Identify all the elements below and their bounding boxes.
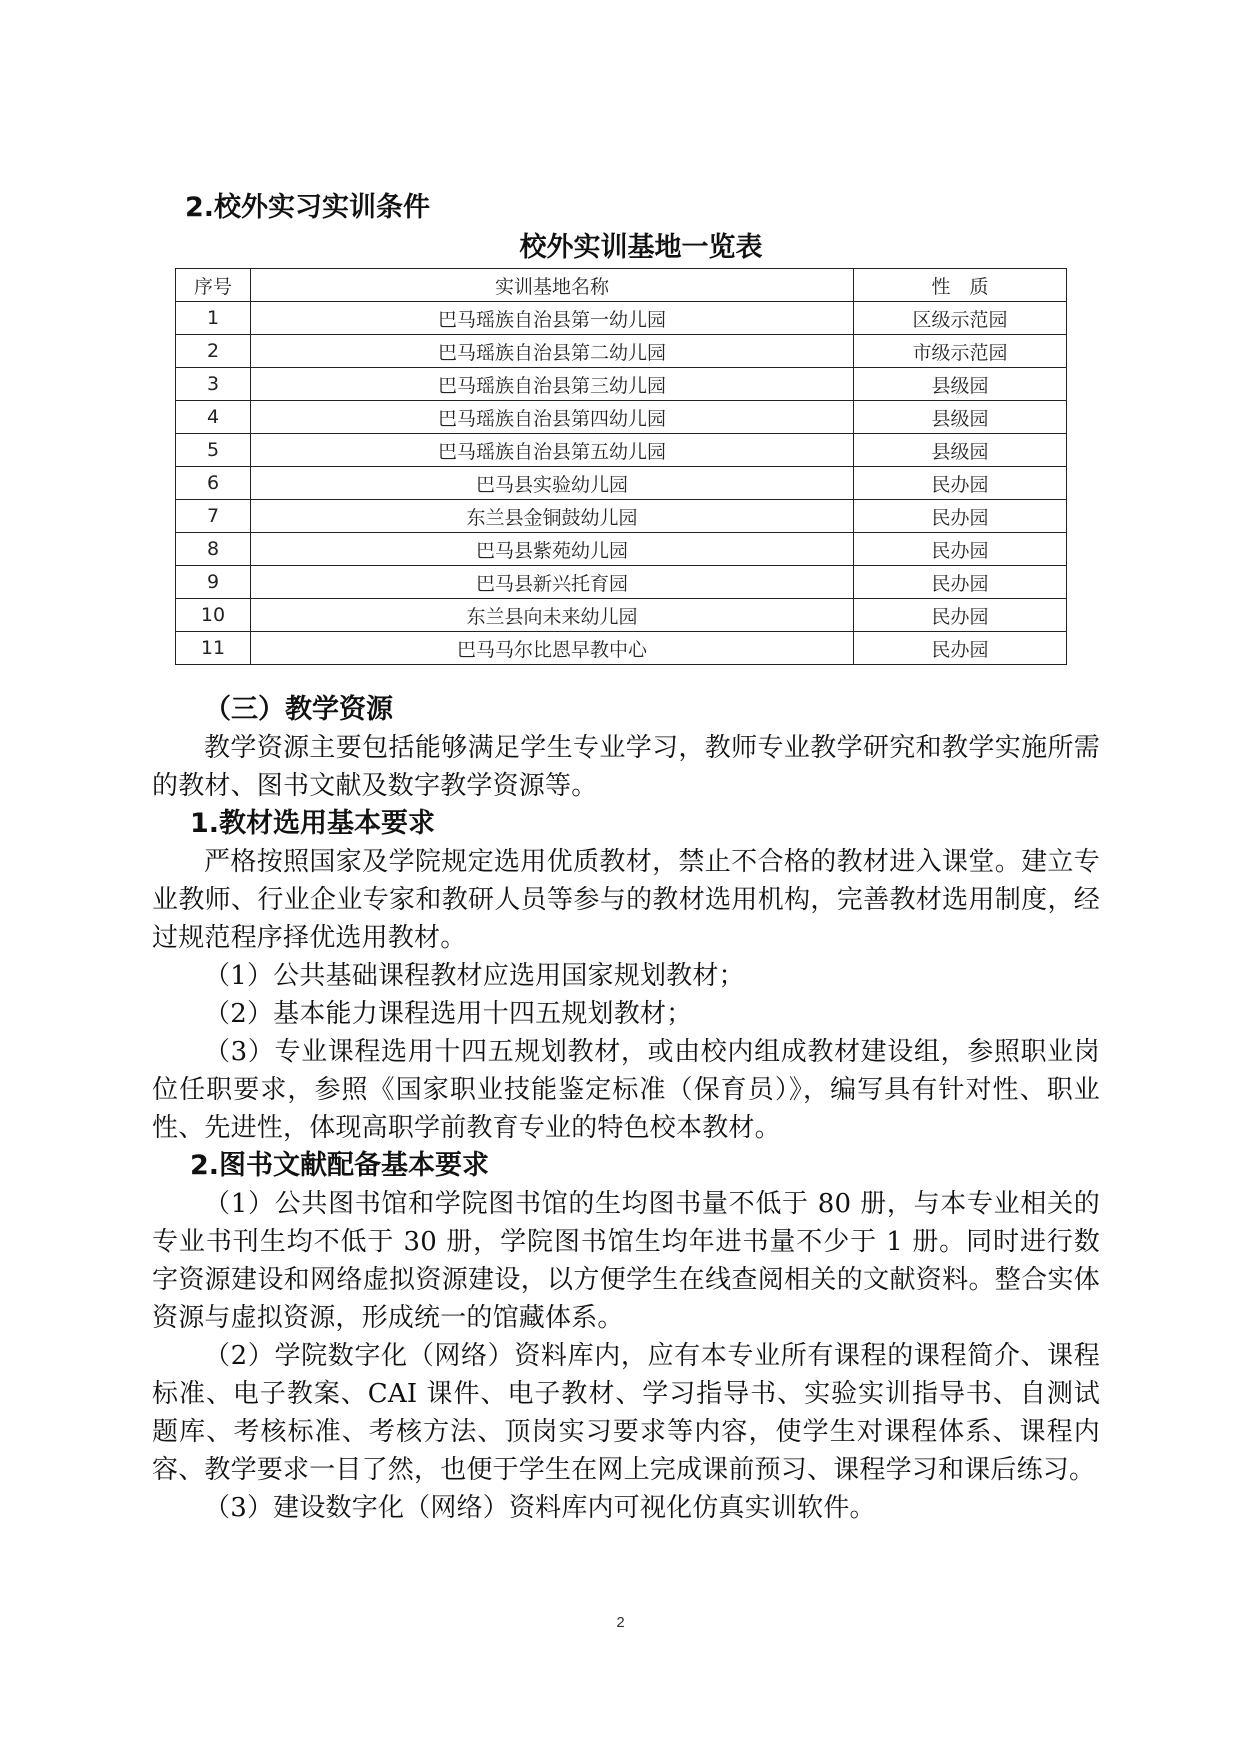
table-row [176, 566, 1067, 599]
teaching-resources-intro: 教学资源主要包括能够满足学生专业学习，教师专业教学研究和教学实施所需的教材、图书文献及数字教学资源等。 [152, 733, 1100, 801]
cell-no: 10 [176, 599, 251, 632]
section-heading: 2.校外实习实训条件 [185, 192, 431, 223]
header-name: 实训基地名称 [251, 269, 854, 302]
cell-no: 9 [176, 566, 251, 599]
header-no: 序号 [176, 269, 251, 302]
cell-no: 1 [176, 302, 251, 335]
table-row [176, 434, 1067, 467]
textbook-heading: 1.教材选用基本要求 [190, 808, 436, 839]
table-title: 校外实训基地一览表 [519, 232, 763, 263]
library-item: （3）建设数字化（网络）资料库内可视化仿真实训软件。 [204, 1493, 876, 1523]
table-row [176, 632, 1067, 665]
cell-type: 民办园 [854, 566, 1067, 599]
textbook-paragraph: 严格按照国家及学院规定选用优质教材，禁止不合格的教材进入课堂。建立专业教师、行业企业专家和教研人员等参与的教材选用机构，完善教材选用制度，经过规范程序择优选用教材。 [152, 847, 1100, 953]
cell-no: 2 [176, 335, 251, 368]
table-row [176, 533, 1067, 566]
textbook-item: （3）专业课程选用十四五规划教材，或由校内组成教材建设组，参照职业岗位任职要求，参照《国家职业技能鉴定标准（保育员）》，编写具有针对性、职业性、先进性，体现高职学前教育专业的特色校本教材。 [152, 1037, 1100, 1143]
cell-name: 巴马县新兴托育园 [251, 566, 854, 599]
cell-name: 巴马瑶族自治县第一幼儿园 [251, 302, 854, 335]
textbook-item: （2）基本能力课程选用十四五规划教材； [204, 999, 693, 1029]
cell-type: 县级园 [854, 368, 1067, 401]
cell-name: 巴马瑶族自治县第二幼儿园 [251, 335, 854, 368]
page-number: 2 [616, 1614, 625, 1631]
table-row [176, 599, 1067, 632]
spacer [152, 665, 1100, 691]
table-row [176, 467, 1067, 500]
cell-name: 巴马瑶族自治县第四幼儿园 [251, 401, 854, 434]
header-type: 性 质 [854, 269, 1067, 302]
cell-no: 7 [176, 500, 251, 533]
cell-type: 市级示范园 [854, 335, 1067, 368]
cell-name: 东兰县向未来幼儿园 [251, 599, 854, 632]
cell-type: 民办园 [854, 500, 1067, 533]
cell-name: 巴马瑶族自治县第五幼儿园 [251, 434, 854, 467]
cell-no: 6 [176, 467, 251, 500]
cell-name: 巴马县实验幼儿园 [251, 467, 854, 500]
cell-name: 巴马瑶族自治县第三幼儿园 [251, 368, 854, 401]
cell-type: 区级示范园 [854, 302, 1067, 335]
textbook-item: （1）公共基础课程教材应选用国家规划教材； [204, 961, 745, 991]
table-row [176, 500, 1067, 533]
table-row [176, 302, 1067, 335]
cell-type: 民办园 [854, 599, 1067, 632]
cell-type: 县级园 [854, 401, 1067, 434]
cell-no: 4 [176, 401, 251, 434]
cell-name: 巴马马尔比恩早教中心 [251, 632, 854, 665]
cell-type: 县级园 [854, 434, 1067, 467]
cell-no: 5 [176, 434, 251, 467]
cell-no: 3 [176, 368, 251, 401]
library-heading: 2.图书文献配备基本要求 [190, 1150, 490, 1181]
cell-name: 东兰县金铜鼓幼儿园 [251, 500, 854, 533]
cell-type: 民办园 [854, 533, 1067, 566]
library-item: （1）公共图书馆和学院图书馆的生均图书量不低于 80 册，与本专业相关的专业书刊生均不低于 30 册，学院图书馆生均年进书量不少于 1 册。同时进行数字资源建设和网络虚拟资源建设，以方便学生在线查阅相关的文献资料。整合实体资源与虚拟资源，形成统一的馆藏体系。 [152, 1189, 1100, 1333]
page-content [152, 188, 1100, 1527]
library-item: （2）学院数字化（网络）资料库内，应有本专业所有课程的课程简介、课程标准、电子教案、CAI 课件、电子教材、学习指导书、实验实训指导书、自测试题库、考核标准、考核方法、顶岗实习要求等内容，使学生对课程体系、课程内容、教学要求一目了然，也便于学生在网上完成课前预习、课程学习和课后练习。 [152, 1341, 1100, 1485]
training-base-table [175, 268, 1067, 665]
table-row [176, 401, 1067, 434]
cell-no: 8 [176, 533, 251, 566]
cell-type: 民办园 [854, 632, 1067, 665]
cell-no: 11 [176, 632, 251, 665]
table-row [176, 368, 1067, 401]
cell-type: 民办园 [854, 467, 1067, 500]
table-header-row [176, 269, 1067, 302]
table-row [176, 335, 1067, 368]
teaching-resources-heading: （三）教学资源 [204, 694, 393, 725]
cell-name: 巴马县紫苑幼儿园 [251, 533, 854, 566]
